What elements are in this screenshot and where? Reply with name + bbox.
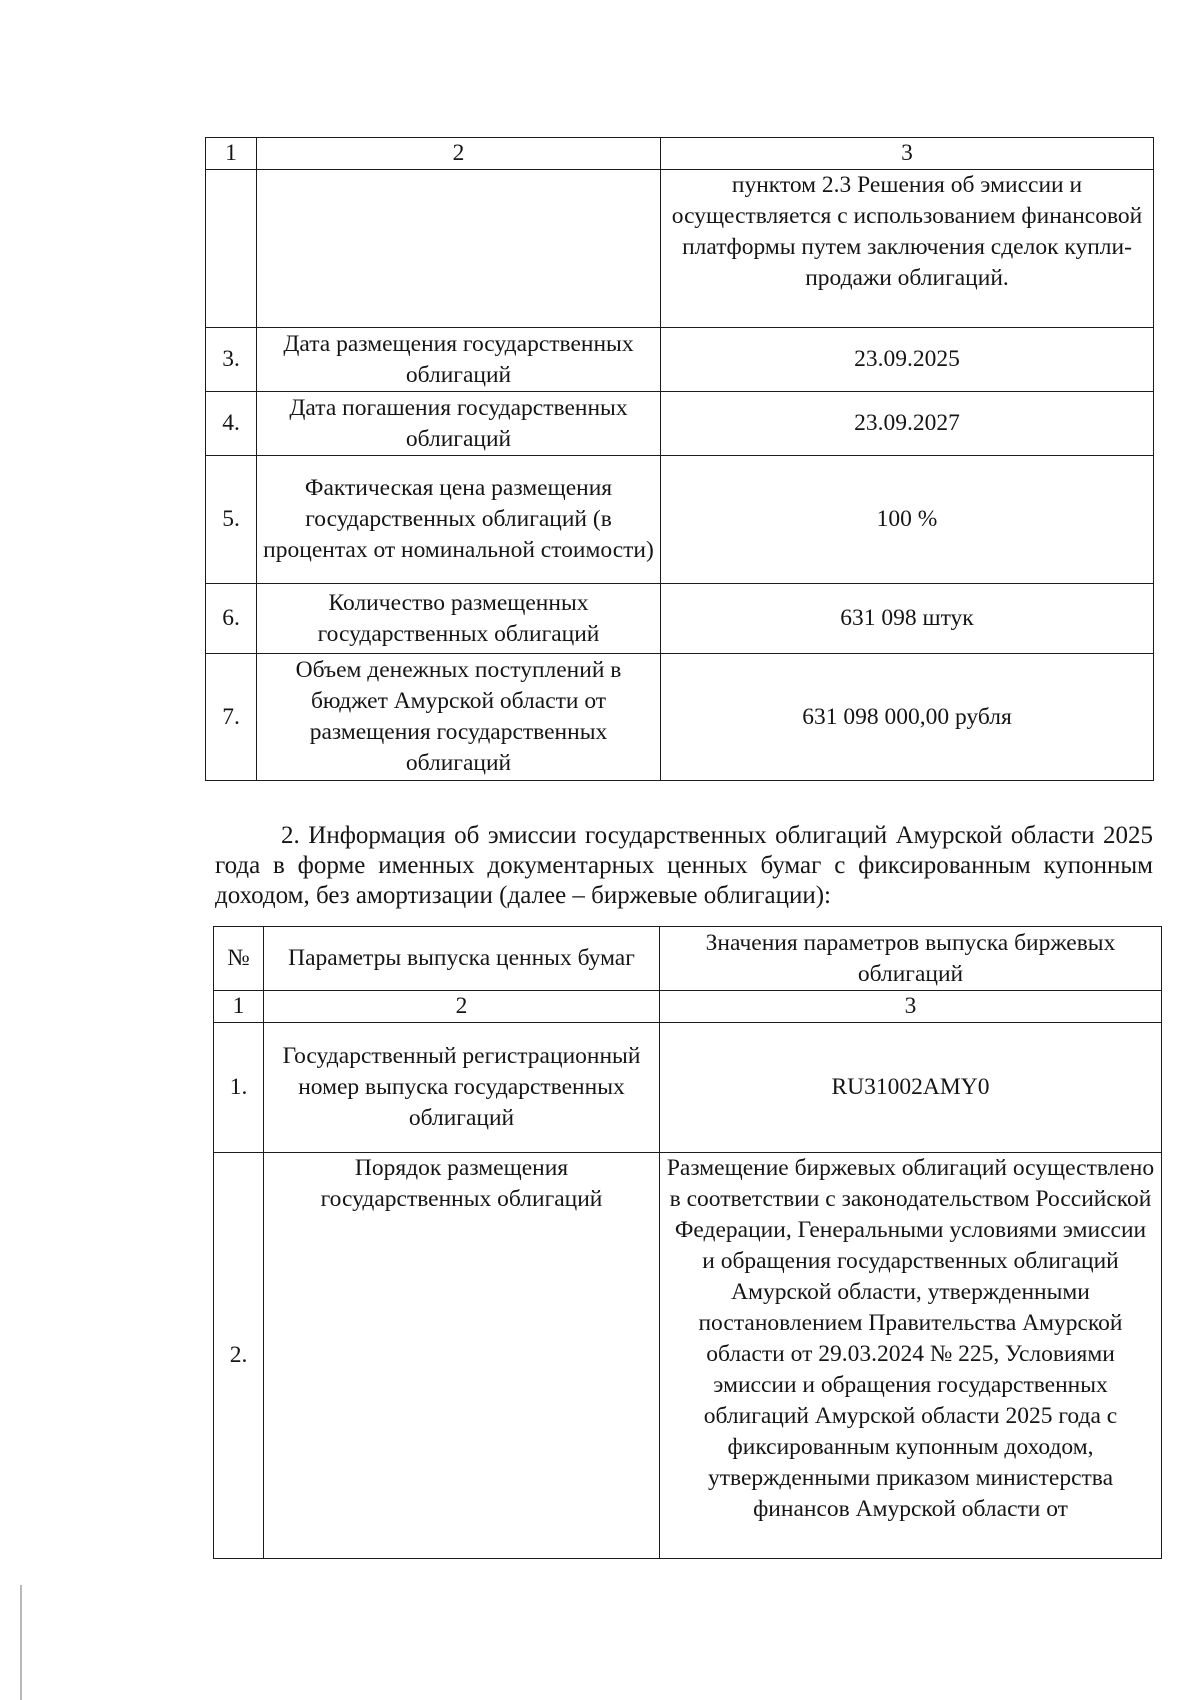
table-row <box>206 392 1154 456</box>
table-row <box>206 584 1154 654</box>
row-number: 2. <box>214 1153 264 1559</box>
row-parameter <box>257 170 661 328</box>
exchange-bonds-table <box>213 926 1162 1559</box>
column-number-3: 3 <box>660 991 1162 1023</box>
row-value: 23.09.2027 <box>661 392 1154 456</box>
column-number-2: 2 <box>264 991 660 1023</box>
row-value: 631 098 000,00 рубля <box>661 654 1154 781</box>
row-value: 631 098 штук <box>661 584 1154 654</box>
row-parameter: Дата погашения государственных облигаций <box>257 392 661 456</box>
section-2-paragraph: 2. Информация об эмиссии государственных облигаций Амурской области 2025 года в форме именных документарных ценных бумаг с фиксированным купонным доходом, без амортизации (далее – биржевые облигации): <box>215 822 1153 909</box>
row-number: 7. <box>206 654 257 781</box>
table-row <box>206 328 1154 392</box>
row-value: пунктом 2.3 Решения об эмиссии и осуществляется с использованием финансовой платформы путем заключения сделок купли-продажи облигаций. <box>661 170 1154 328</box>
row-parameter: Порядок размещения государственных облигаций <box>264 1153 660 1559</box>
column-number-1: 1 <box>206 138 257 170</box>
row-parameter: Фактическая цена размещения государственных облигаций (в процентах от номинальной стоимости) <box>257 456 661 584</box>
row-number: 5. <box>206 456 257 584</box>
table-header-row <box>214 927 1162 991</box>
table-header-row <box>206 138 1154 170</box>
row-value: 100 % <box>661 456 1154 584</box>
row-number: 4. <box>206 392 257 456</box>
row-parameter: Дата размещения государственных облигаций <box>257 328 661 392</box>
scan-edge-line <box>20 1585 22 1700</box>
row-number: 1. <box>214 1023 264 1153</box>
parameters-column-header: Параметры выпуска ценных бумаг <box>264 927 660 991</box>
column-numbers-row <box>214 991 1162 1023</box>
table-row <box>214 1153 1162 1559</box>
row-number: 6. <box>206 584 257 654</box>
number-column-header: № <box>214 927 264 991</box>
row-value: 23.09.2025 <box>661 328 1154 392</box>
placement-results-table <box>205 137 1154 781</box>
table-row <box>206 456 1154 584</box>
row-value: Размещение биржевых облигаций осуществлено в соответствии с законодательством Российской Федерации, Генеральными условиями эмиссии и обращения государственных облигаций Амурской области, утвержденными постановлением Правительства Амурской области от 29.03.2024 № 225, Условиями эмиссии и обращения государственных облигаций Амурской области 2025 года с фиксированным купонным доходом, утвержденными приказом министерства финансов Амурской области от <box>660 1153 1162 1559</box>
row-parameter: Государственный регистрационный номер выпуска государственных облигаций <box>264 1023 660 1153</box>
table-row <box>206 170 1154 328</box>
row-parameter: Объем денежных поступлений в бюджет Амурской области от размещения государственных облигаций <box>257 654 661 781</box>
table-row <box>214 1023 1162 1153</box>
table-row <box>206 654 1154 781</box>
column-number-3: 3 <box>661 138 1154 170</box>
row-number: 3. <box>206 328 257 392</box>
row-number <box>206 170 257 328</box>
row-value: RU31002AMY0 <box>660 1023 1162 1153</box>
row-parameter: Количество размещенных государственных облигаций <box>257 584 661 654</box>
column-number-1: 1 <box>214 991 264 1023</box>
values-column-header: Значения параметров выпуска биржевых облигаций <box>660 927 1162 991</box>
column-number-2: 2 <box>257 138 661 170</box>
